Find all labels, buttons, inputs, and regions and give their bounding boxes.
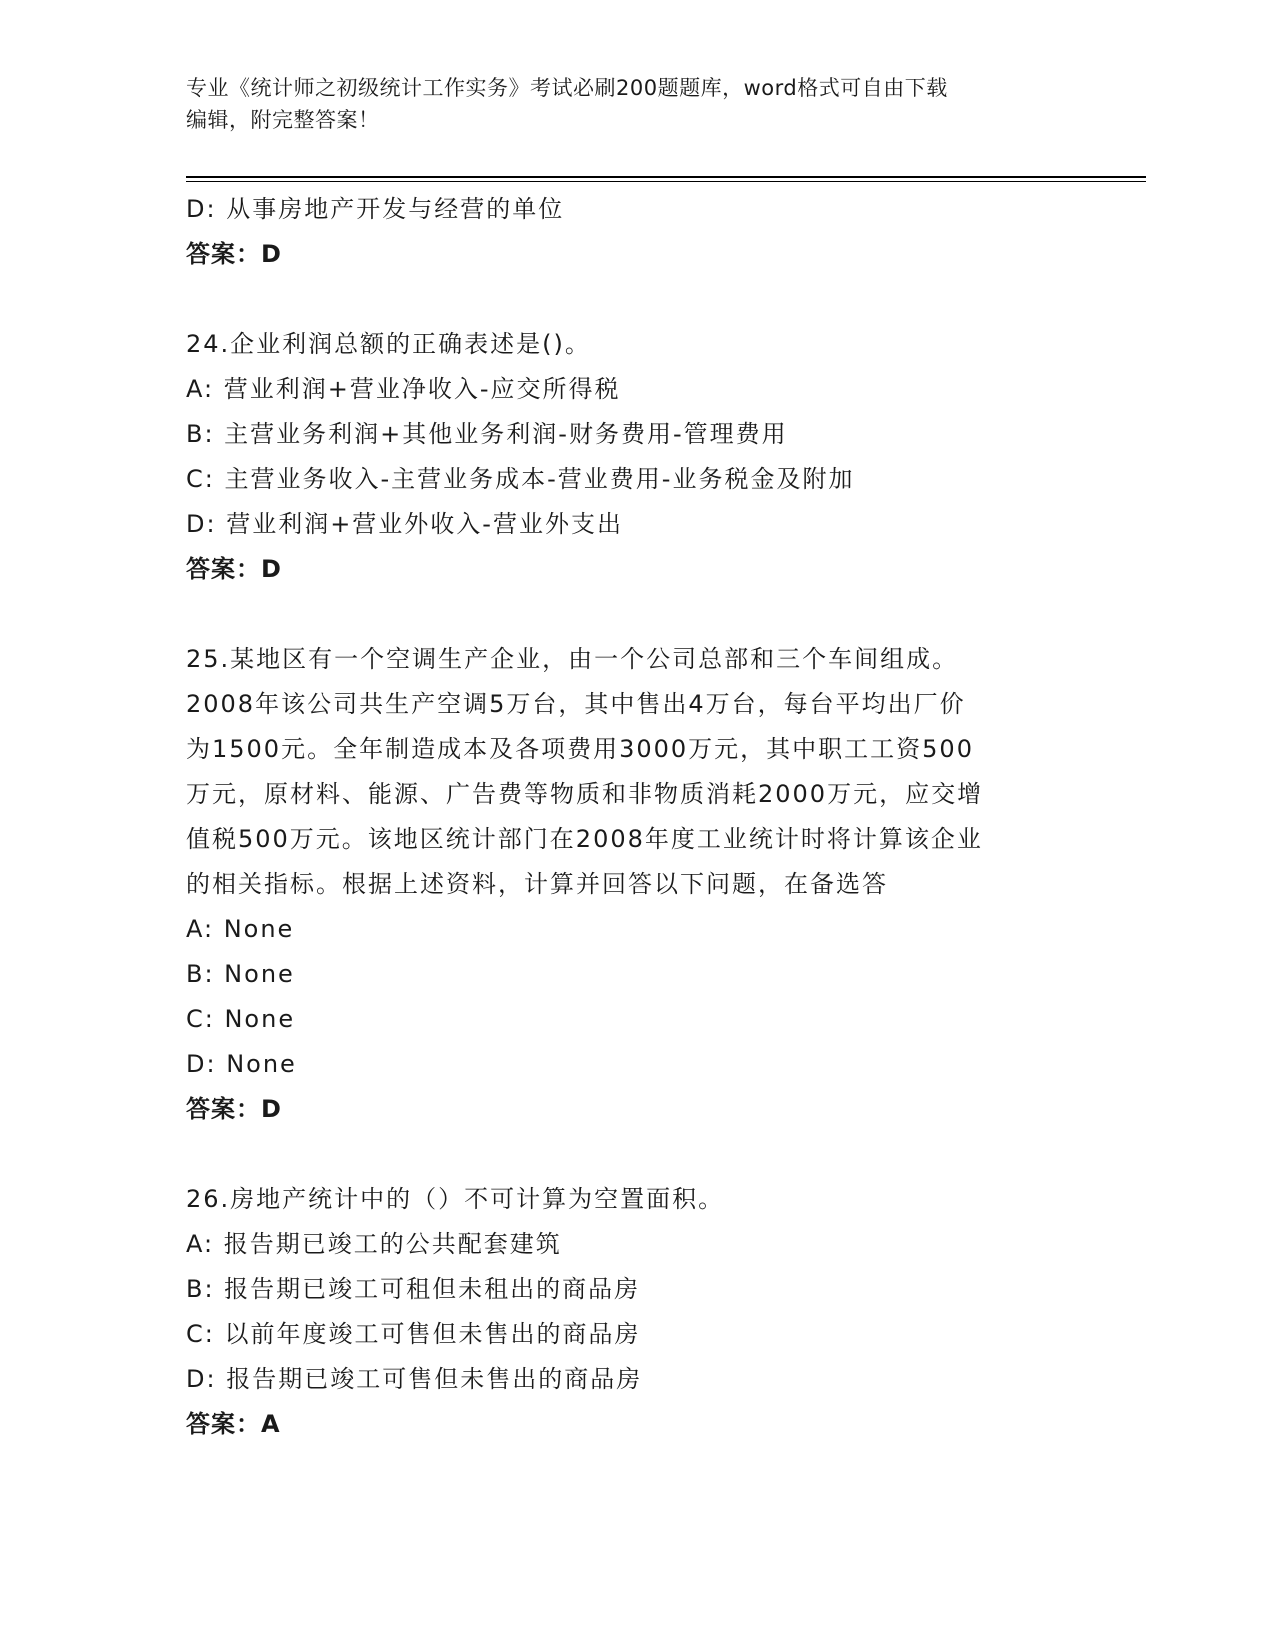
question-block bbox=[186, 1177, 1086, 1447]
option-d: D: 从事房地产开发与经营的单位 bbox=[186, 195, 565, 223]
option-b: B: None bbox=[186, 960, 295, 988]
block-spacer bbox=[186, 277, 1086, 322]
answer-line: 答案：A bbox=[186, 1410, 281, 1438]
block-spacer bbox=[186, 1132, 1086, 1177]
header-line-2: 编辑，附完整答案！ bbox=[186, 108, 380, 132]
question-stem: 26.房地产统计中的（）不可计算为空置面积。 bbox=[186, 1185, 725, 1213]
option-c: C: 主营业务收入-主营业务成本-营业费用-业务税金及附加 bbox=[186, 465, 855, 493]
option-d: D: None bbox=[186, 1050, 297, 1078]
option-d: D: 营业利润+营业外收入-营业外支出 bbox=[186, 510, 623, 538]
question-stem: 万元，原材料、能源、广告费等物质和非物质消耗2000万元，应交增 bbox=[186, 780, 984, 808]
option-c: C: None bbox=[186, 1005, 296, 1033]
header-rule-thick bbox=[186, 176, 1146, 178]
option-b: B: 报告期已竣工可租但未租出的商品房 bbox=[186, 1275, 641, 1303]
question-stem: 25.某地区有一个空调生产企业，由一个公司总部和三个车间组成。 bbox=[186, 645, 959, 673]
option-c: C: 以前年度竣工可售但未售出的商品房 bbox=[186, 1320, 641, 1348]
question-stem: 值税500万元。该地区统计部门在2008年度工业统计时将计算该企业 bbox=[186, 825, 983, 853]
question-content bbox=[186, 187, 1086, 1447]
question-stem: 为1500元。全年制造成本及各项费用3000万元，其中职工工资500 bbox=[186, 735, 974, 763]
option-a: A: 报告期已竣工的公共配套建筑 bbox=[186, 1230, 562, 1258]
option-a: A: 营业利润+营业净收入-应交所得税 bbox=[186, 375, 621, 403]
question-stem: 24.企业利润总额的正确表述是()。 bbox=[186, 330, 591, 358]
document-header bbox=[186, 72, 1066, 136]
block-spacer bbox=[186, 592, 1086, 637]
question-stem: 2008年该公司共生产空调5万台，其中售出4万台，每台平均出厂价 bbox=[186, 690, 966, 718]
header-rule-thin bbox=[186, 181, 1146, 182]
option-b: B: 主营业务利润+其他业务利润-财务费用-管理费用 bbox=[186, 420, 788, 448]
answer-line: 答案：D bbox=[186, 1095, 282, 1123]
question-stem: 的相关指标。根据上述资料，计算并回答以下问题，在备选答 bbox=[186, 870, 888, 898]
question-block bbox=[186, 187, 1086, 277]
header-line-1: 专业《统计师之初级统计工作实务》考试必刷200题题库，word格式可自由下载 bbox=[186, 76, 948, 100]
question-block bbox=[186, 637, 1086, 1132]
answer-line: 答案：D bbox=[186, 555, 282, 583]
option-d: D: 报告期已竣工可售但未售出的商品房 bbox=[186, 1365, 643, 1393]
answer-line: 答案：D bbox=[186, 240, 282, 268]
question-block bbox=[186, 322, 1086, 592]
option-a: A: None bbox=[186, 915, 295, 943]
